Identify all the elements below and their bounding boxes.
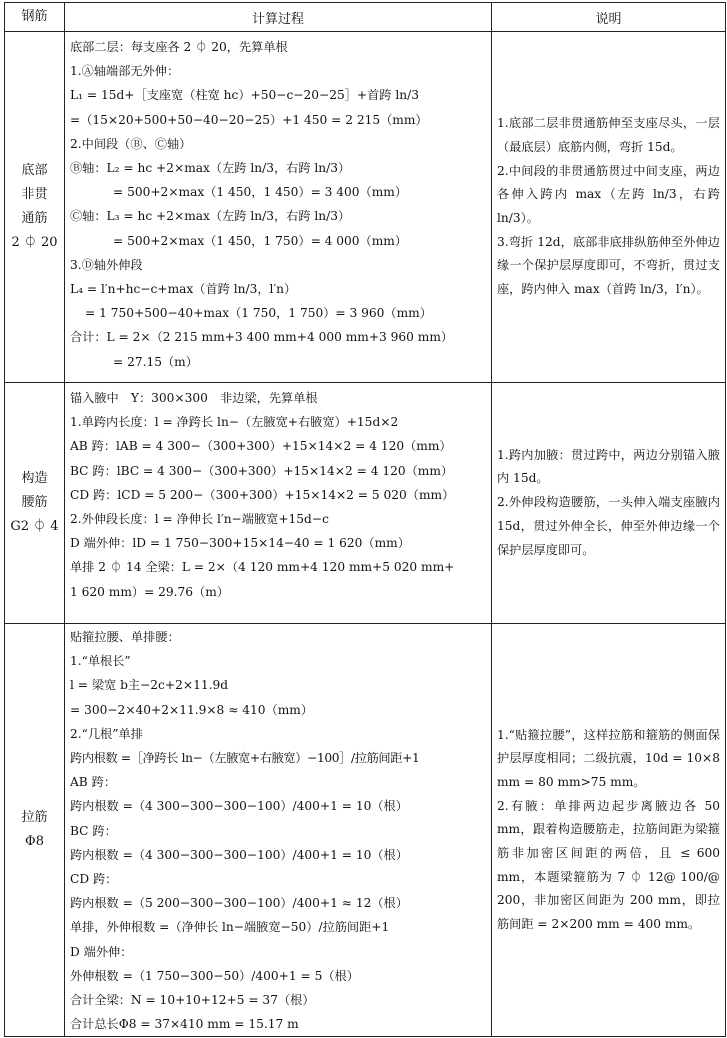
rebar-spec: G2 ⏀ 4 — [10, 519, 59, 534]
process-line: = 500+2×max（1 450，1 450）= 3 400（mm） — [113, 185, 408, 200]
process-cell — [65, 383, 492, 624]
process-line: 1.单跨内长度：l = 净跨长 ln−（左腋宽+右腋宽）+15d×2 — [70, 415, 399, 430]
process-line: l = 梁宽 b主−2c+2×11.9d — [70, 678, 229, 693]
process-line: 跨内根数 =（4 300−300−300−100）/400+1 = 10（根） — [70, 799, 408, 814]
process-line: 1.“单根长” — [70, 654, 131, 669]
process-line: =（15×20+500+50−40−20−25）+1 450 = 2 215（mm） — [70, 112, 428, 127]
process-line: L₄ = l′n+hc−c+max（首跨 ln/3，l′n） — [70, 282, 297, 297]
process-line: 单排 2 ⏀ 14 全梁：L = 2×（4 120 mm+4 120 mm+5 020 mm+ — [70, 560, 455, 575]
process-line: = 500+2×max（1 450，1 750）= 4 000（mm） — [113, 233, 408, 248]
rebar-cell — [5, 383, 65, 624]
process-line: 跨内根数 =［净跨长 ln−（左腋宽+右腋宽）−100］/拉筋间距+1 — [70, 751, 420, 766]
rebar-cell — [5, 624, 65, 1037]
note-paragraph: 1.“贴箍拉腰”，这样拉筋和箍筋的侧面保护层厚度相同；二级抗震，10d = 10×8 mm = 80 mm>75 mm。 — [497, 727, 720, 789]
process-line: 2.外伸段长度：l = 净伸长 l′n−端腋宽+15d−c — [70, 512, 329, 527]
process-line: AB 跨： — [70, 775, 117, 790]
rebar-name: 腰筋 — [21, 495, 48, 510]
process-line: 跨内根数 =（5 200−300−300−100）/400+1 ≈ 12（根） — [70, 896, 408, 911]
table-row — [5, 32, 726, 383]
note-paragraph: 1.跨内加腋：贯过跨中，两边分别锚入腋内 15d。 — [497, 447, 720, 486]
process-cell — [65, 32, 492, 383]
process-line: 外伸根数 =（1 750−300−50）/400+1 = 5（根） — [70, 968, 359, 983]
process-line: AB 跨：lAB = 4 300−（300+300）+15×14×2 = 4 120（mm） — [70, 439, 452, 454]
rebar-name: 底部 — [21, 163, 48, 178]
rebar-spec: Φ8 — [25, 834, 44, 850]
process-line: D 端外伸： — [70, 944, 133, 959]
table-row — [5, 624, 726, 1037]
process-cell — [65, 624, 492, 1037]
header-row — [5, 3, 726, 32]
header-notes: 说明 — [492, 3, 726, 32]
process-line: 单排，外伸根数 =（净伸长 ln−端腋宽−50）/拉筋间距+1 — [70, 920, 390, 935]
process-line: 1 620 mm）= 29.76（m） — [70, 584, 229, 599]
process-line: Ⓑ轴：L₂ = hc +2×max（左跨 ln/3，右跨 ln/3） — [70, 161, 351, 176]
note-paragraph: 3.弯折 12d，底部非底排纵筋伸至外伸边缘一个保护层厚度即可，不弯折，贯过支座，跨内伸入 max（首跨 ln/3，l′n）。 — [497, 234, 720, 297]
process-line: 合计：L = 2×（2 215 mm+3 400 mm+4 000 mm+3 960 mm） — [70, 330, 454, 345]
process-line: 合计全梁：N = 10+10+12+5 = 37（根） — [70, 993, 315, 1008]
process-line: 1.Ⓐ轴端部无外伸： — [70, 64, 180, 79]
notes-cell — [492, 383, 726, 624]
process-line: = 300−2×40+2×11.9×8 ≈ 410（mm） — [70, 702, 314, 717]
header-rebar: 钢筋 — [5, 3, 65, 32]
process-line: 贴箍拉腰、单排腰： — [70, 630, 180, 644]
notes-cell — [492, 624, 726, 1037]
process-line: CD 跨：lCD = 5 200−（300+300）+15×14×2 = 5 020（mm） — [70, 487, 455, 502]
process-line: 合计总长Φ8 = 37×410 mm = 15.17 m — [70, 1017, 299, 1032]
process-line: = 1 750+500−40+max（1 750，1 750）= 3 960（mm） — [85, 306, 432, 321]
rebar-name: 构造 — [21, 471, 48, 486]
note-paragraph: 1.底部二层非贯通筋伸至支座尽头，一层（最底层）底筋内侧，弯折 15d。 — [497, 116, 720, 154]
calculation-table — [4, 2, 726, 1037]
process-line: 2.“几根”单排 — [70, 726, 143, 741]
table-row — [5, 383, 726, 624]
rebar-spec: 2 ⏀ 20 — [11, 235, 58, 250]
process-line: 锚入腋中 Y：300×300 非边梁，先算单根 — [70, 391, 318, 405]
process-line: 3.Ⓓ轴外伸段 — [70, 257, 143, 272]
process-line: D 端外伸：lD = 1 750−300+15×14−40 = 1 620（mm） — [70, 536, 410, 551]
process-line: Ⓒ轴：L₃ = hc +2×max（左跨 ln/3，右跨 ln/3） — [70, 209, 351, 224]
process-line: 2.中间段（Ⓑ、Ⓒ轴） — [70, 136, 192, 151]
process-line: 底部二层：每支座各 2 ⏀ 20，先算单根 — [70, 40, 288, 54]
note-paragraph: 2.外伸段构造腰筋，一头伸入端支座腋内 15d，贯过外伸全长，伸至外伸边缘一个保护层厚度即可。 — [497, 495, 720, 557]
rebar-name: 通筋 — [21, 211, 48, 226]
process-line: L₁ = 15d+［支座宽（柱宽 hc）+50−c−20−25］+首跨 ln/3 — [70, 88, 419, 103]
process-line: CD 跨： — [70, 872, 118, 887]
note-paragraph: 2.有腋：单排两边起步离腋边各 50 mm，跟着构造腰筋走，拉筋间距为梁箍筋非加密区间距的两倍，且 ≤ 600 mm，本题梁箍筋为 7 ⏀ 12@ 100/@ 200，非加密区间距为 200 mm，即拉筋间距 = 2×200 mm = 400 mm。 — [497, 798, 720, 932]
process-line: 跨内根数 =（4 300−300−300−100）/400+1 = 10（根） — [70, 847, 408, 862]
header-process: 计算过程 — [65, 3, 492, 32]
process-line: BC 跨：lBC = 4 300−（300+300）+15×14×2 = 4 120（mm） — [70, 463, 454, 478]
process-line: = 27.15（m） — [113, 354, 198, 369]
rebar-name: 拉筋 — [21, 810, 48, 826]
notes-cell — [492, 32, 726, 383]
rebar-name: 非贯 — [21, 187, 48, 202]
process-line: BC 跨： — [70, 823, 117, 838]
note-paragraph: 2.中间段的非贯通筋贯过中间支座，两边各伸入跨内 max（左跨 ln/3，右跨 ln/3）。 — [497, 163, 720, 225]
rebar-cell — [5, 32, 65, 383]
